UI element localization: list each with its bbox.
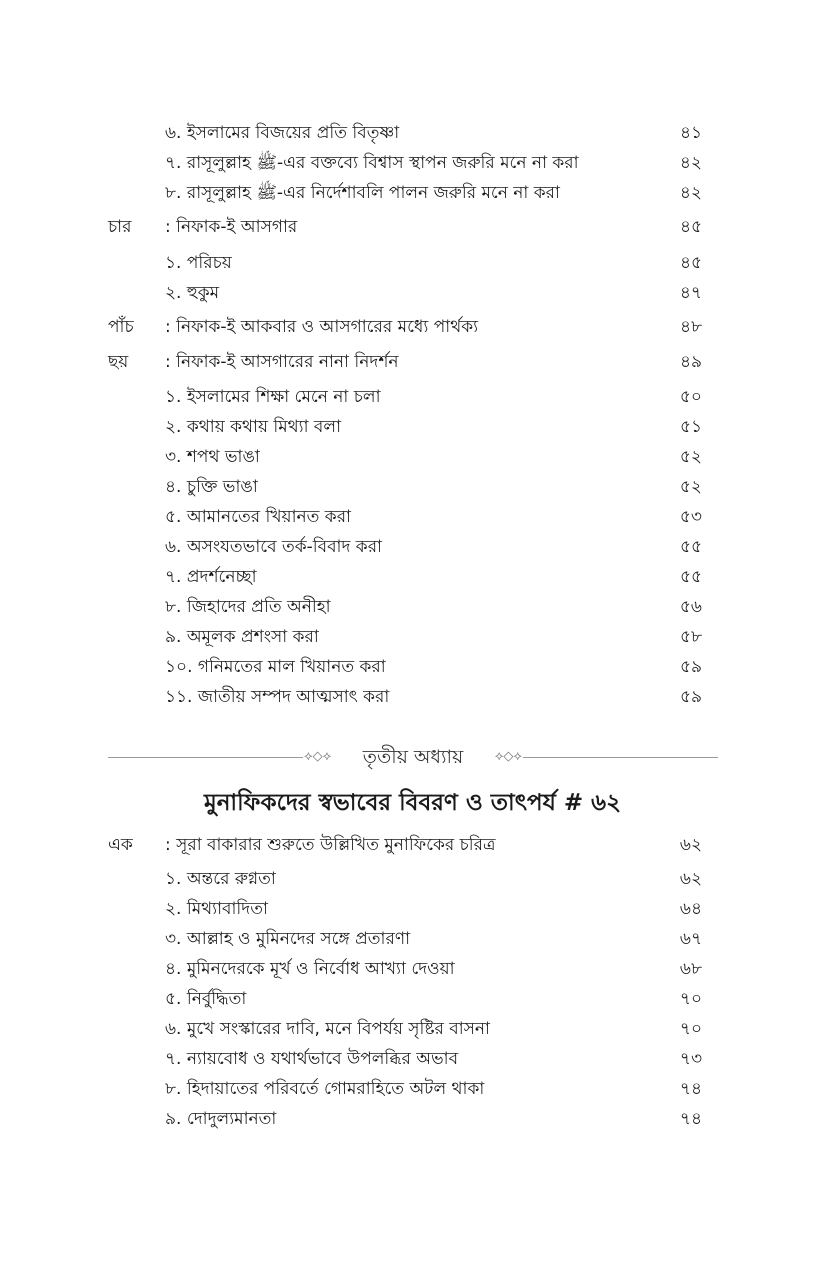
toc-entry-text: ১. পরিচয়	[165, 253, 232, 273]
toc-entry-text: : নিফাক-ই আকবার ও আসগারের মধ্যে পার্থক্য	[165, 317, 479, 337]
toc-row	[0, 412, 825, 442]
toc-page-number: ৪৯	[679, 352, 702, 372]
toc-row	[0, 502, 825, 532]
toc-entry-text: : নিফাক-ই আসগার	[165, 217, 298, 237]
toc-entry-text: ৭. ন্যায়বোধ ও যথার্থভাবে উপলব্ধির অভাব	[165, 1049, 459, 1069]
chapter-title: মুনাফিকদের স্বভাবের বিবরণ ও তাৎপর্য # ৬২	[203, 790, 622, 816]
toc-page-number: ৬২	[679, 869, 702, 889]
toc-entry-text: ১১. জাতীয় সম্পদ আত্মসাৎ করা	[165, 687, 390, 707]
toc-entry-text: ৩. শপথ ভাঙা	[165, 447, 260, 467]
toc-page-number: ৭৩	[679, 1049, 702, 1069]
toc-row	[0, 682, 825, 712]
toc-page-number: ৪৫	[679, 253, 702, 273]
toc-page-number: ৪৮	[679, 317, 702, 337]
ornament-right-icon: ⟡◇⟡	[494, 749, 522, 764]
toc-entry-text: ১. ইসলামের শিক্ষা মেনে না চলা	[165, 387, 381, 407]
toc-entry-text: ৫. নির্বুদ্ধিতা	[165, 989, 247, 1009]
toc-page-number: ৫৬	[679, 597, 702, 617]
toc-row	[0, 592, 825, 622]
toc-row	[0, 472, 825, 502]
toc-entry-text: : সূরা বাকারার শুরুতে উল্লিখিত মুনাফিকের চরিত্র	[165, 835, 496, 855]
toc-entry-text: ১. অন্তরে রুগ্নতা	[165, 869, 276, 889]
toc-page-number: ৬৪	[679, 899, 702, 919]
toc-row	[0, 562, 825, 592]
toc-entry-text: ৯. দোদুল্যমানতা	[165, 1109, 277, 1129]
toc-row	[0, 984, 825, 1014]
toc-row	[0, 532, 825, 562]
toc-row	[0, 278, 825, 308]
toc-entry-text: ২. হুকুম	[165, 283, 220, 303]
toc-row	[0, 248, 825, 278]
toc-entry-text: ৮. রাসূলুল্লাহ ﷺ-এর নির্দেশাবলি পালন জরুরি মনে না করা	[165, 183, 560, 203]
toc-page-number: ৫১	[679, 417, 702, 437]
toc-row	[0, 1044, 825, 1074]
toc-page-number: ৪১	[679, 123, 702, 143]
toc-page-number: ৭০	[679, 1019, 702, 1039]
toc-entry-text: ৬. অসংযতভাবে তর্ক-বিবাদ করা	[165, 537, 382, 557]
toc-row	[0, 1014, 825, 1044]
toc-row	[0, 622, 825, 652]
chapter-label: তৃতীয় অধ্যায়	[362, 746, 464, 768]
toc-entry-text: ১০. গনিমতের মাল খিয়ানত করা	[165, 657, 386, 677]
toc-row	[0, 954, 825, 984]
toc-page-number: ৭৪	[679, 1109, 702, 1129]
toc-entry-text: ৩. আল্লাহ ও মুমিনদের সঙ্গে প্রতারণা	[165, 929, 411, 949]
toc-row	[0, 1104, 825, 1134]
toc-row	[0, 442, 825, 472]
toc-row	[0, 118, 825, 148]
toc-page-number: ৫৫	[679, 567, 702, 587]
toc-entry-text: ২. কথায় কথায় মিথ্যা বলা	[165, 417, 341, 437]
toc-page-number: ৬৮	[679, 959, 702, 979]
toc-row	[0, 652, 825, 682]
toc-row	[0, 864, 825, 894]
toc-section-number: ছয়	[108, 352, 129, 372]
toc-section-row	[0, 830, 825, 860]
toc-section-number: পাঁচ	[108, 317, 134, 337]
toc-row	[0, 148, 825, 178]
toc-entry-text: ৮. হিদায়াতের পরিবর্তে গোমরাহিতে অটল থাকা	[165, 1079, 485, 1099]
divider-line-right	[523, 757, 718, 758]
toc-page-number: ৫০	[679, 387, 702, 407]
toc-entry-text: : নিফাক-ই আসগারের নানা নিদর্শন	[165, 352, 399, 372]
toc-page-number: ৪৫	[679, 217, 702, 237]
toc-page-number: ৬২	[679, 835, 702, 855]
toc-entry-text: ৪. মুমিনদেরকে মূর্খ ও নির্বোধ আখ্যা দেওয়া	[165, 959, 455, 979]
toc-page-number: ৫৯	[679, 687, 702, 707]
toc-entry-text: ৯. অমূলক প্রশংসা করা	[165, 627, 319, 647]
toc-page-number: ৪২	[679, 183, 702, 203]
toc-page-number: ৫২	[679, 477, 702, 497]
toc-page-number: ৫৮	[679, 627, 702, 647]
toc-page-number: ৫২	[679, 447, 702, 467]
toc-page-number: ৫৫	[679, 537, 702, 557]
toc-row	[0, 924, 825, 954]
toc-section-number: চার	[108, 217, 132, 237]
toc-entry-text: ২. মিথ্যাবাদিতা	[165, 899, 268, 919]
toc-section-row	[0, 347, 825, 377]
toc-page-number: ৭৪	[679, 1079, 702, 1099]
toc-page-number: ৪৭	[679, 283, 702, 303]
toc-entry-text: ৬. মুখে সংস্কারের দাবি, মনে বিপর্যয় সৃষ্টির বাসনা	[165, 1019, 490, 1039]
toc-entry-text: ৬. ইসলামের বিজয়ের প্রতি বিতৃষ্ণা	[165, 123, 400, 143]
toc-entry-text: ৫. আমানতের খিয়ানত করা	[165, 507, 351, 527]
toc-entry-text: ৪. চুক্তি ভাঙা	[165, 477, 258, 497]
toc-section-row	[0, 312, 825, 342]
toc-page-number: ৫৯	[679, 657, 702, 677]
toc-page-number: ৭০	[679, 989, 702, 1009]
toc-entry-text: ৭. রাসূলুল্লাহ ﷺ-এর বক্তব্যে বিশ্বাস স্থাপন জরুরি মনে না করা	[165, 153, 579, 173]
toc-entry-text: ৭. প্রদর্শনেচ্ছা	[165, 567, 257, 587]
ornament-left-icon: ⟡◇⟡	[304, 749, 332, 764]
toc-page-number: ৪২	[679, 153, 702, 173]
toc-section-number: এক	[108, 835, 133, 855]
toc-section-row	[0, 212, 825, 242]
toc-row	[0, 894, 825, 924]
toc-entry-text: ৮. জিহাদের প্রতি অনীহা	[165, 597, 331, 617]
toc-page-number: ৬৭	[679, 929, 702, 949]
toc-row	[0, 178, 825, 208]
toc-page-number: ৫৩	[679, 507, 702, 527]
chapter-divider	[108, 742, 718, 772]
toc-row	[0, 1074, 825, 1104]
toc-row	[0, 382, 825, 412]
